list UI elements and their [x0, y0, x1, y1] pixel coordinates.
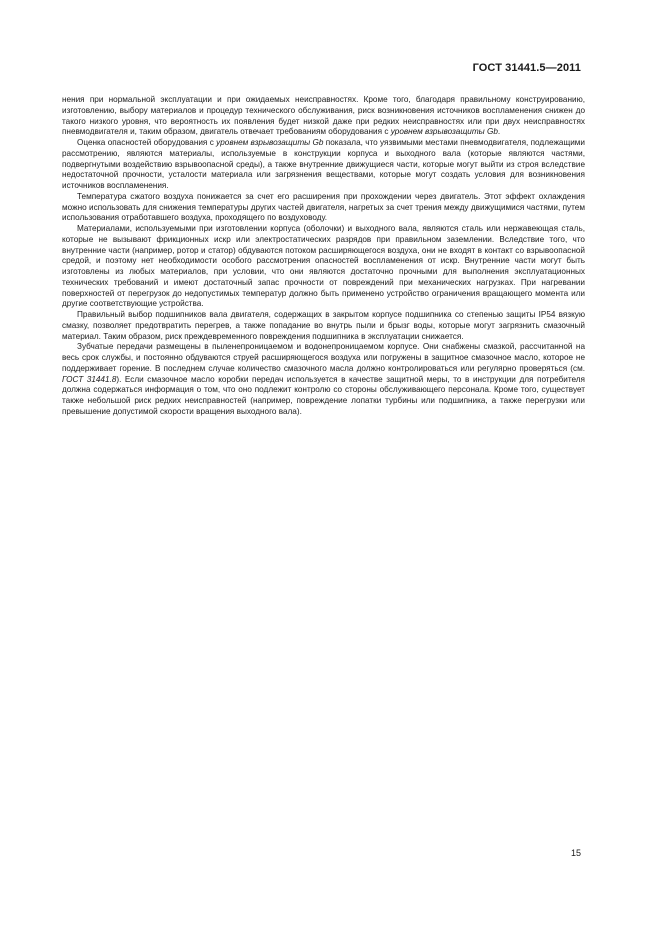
page-number: 15	[570, 848, 581, 858]
paragraph-4: Материалами, используемыми при изготовлении корпуса (оболочки) и выходного вала, являются сталь или нержавеющая сталь, которые не вызывают фрикционных искр или электростатических разрядов при правильном заземлении. Вследствие того, что внутренние части (например, ротор и статор) обдуваются потоком расширяющегося воздуха, они не входят в контакт со взрывоопасной средой, и поэтому нет необходимости особого рассмотрения опасностей воспламенения от искр. Внутренние части могут быть изготовлены из любых материалов, при условии, что они являются достаточно прочными для выполнения эксплуатационных технических требований и имеют достаточный запас прочности от повреждений при механических нагрузках. При нагревании поверхностей от перегрузок до недопустимых температур должно быть применено устройство ограничения вращающего момента или другие соответствующие устройства.	[62, 224, 585, 309]
paragraph-2: Оценка опасностей оборудования с уровнем взрывозащиты Gb показала, что уязвимыми местами пневмодвигателя, подлежащими рассмотрению, являются материалы, используемые в конструкции корпуса и выходного вала (которые являются частями, подвергнутыми воздействию взрывоопасной среды), а также внутренние движущиеся части, которые могут выйти из строя вследствие недостаточной прочности, усталости материала или загрязнения веществами, которые могут создать условия для возникновения источников воспламенения.	[62, 138, 585, 190]
paragraph-5: Правильный выбор подшипников вала двигателя, содержащих в закрытом корпусе подшипника со степенью защиты IP54 вязкую смазку, позволяет предотвратить перегрев, а также попадание во внутрь пыли и брызг воды, которые могут загрязнить смазочный материал. Таким образом, риск преждевременного повреждения подшипника в эксплуатации снижается.	[62, 310, 585, 341]
paragraph-3: Температура сжатого воздуха понижается за счет его расширения при прохождении через двигатель. Этот эффект охлаждения можно использовать для снижения температуры других частей двигателя, нагретых за счет трения между движущимися частями, путем использования отработавшего воздуха, проходящего по воздуховоду.	[62, 191, 585, 223]
document-code: ГОСТ 31441.5—2011	[472, 62, 581, 74]
body-text	[62, 95, 585, 418]
paragraph-1: нения при нормальной эксплуатации и при ожидаемых неисправностях. Кроме того, благодаря правильному конструированию, изготовлению, выбору материалов и процедур технического обслуживания, риск возникновения источников воспламенения снижен до такого низкого уровня, что вероятность их появления будет низкой даже при редких неисправностях или при двух неисправностях пневмодвигателя и, таким образом, двигатель отвечает требованиям оборудования с уровнем взрывозащиты Gb.	[62, 95, 585, 137]
paragraph-6: Зубчатые передачи размещены в пыленепроницаемом и водонепроницаемом корпусе. Они снабжены смазкой, рассчитанной на весь срок службы, и постоянно обдуваются струей расширяющегося воздуха или погружены в защитное смазочное масло, которое не поддерживает горение. В последнем случае количество смазочного масла должно контролироваться или регулярно проверяться (см. ГОСТ 31441.8). Если смазочное масло коробки передач используется в качестве защитной меры, то в инструкции для потребителя должна содержаться информация о том, что оно подлежит контролю со стороны обслуживающего персонала. Кроме того, существует также небольшой риск редких неисправностей (например, повреждение лопатки турбины или подшипника, а также перегрузки или превышение допустимой скорости вращения выходного вала).	[62, 342, 585, 416]
